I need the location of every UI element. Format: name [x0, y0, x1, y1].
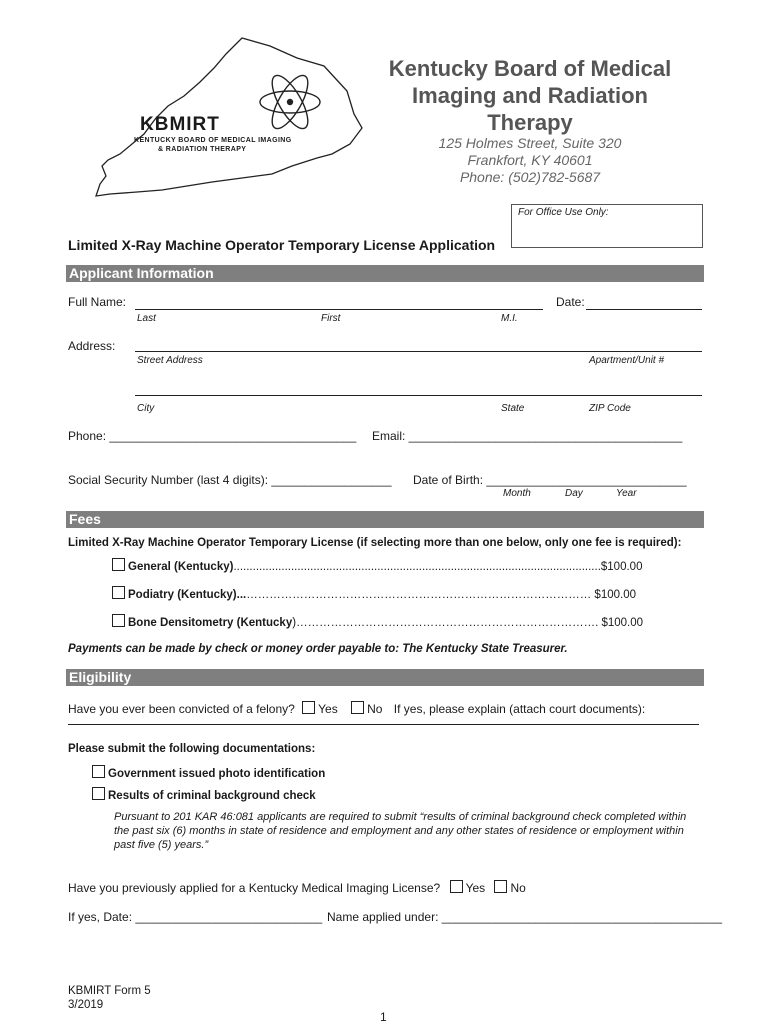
fee-general-dots: ...................................................................................................................: [233, 561, 601, 573]
prior-no-label: No: [510, 881, 526, 895]
felony-explain-label: If yes, please explain (attach court documents):: [393, 702, 646, 716]
fee-general-amount: $100.00: [600, 561, 643, 573]
email-field[interactable]: Email: _________________________________________: [372, 429, 683, 443]
zip-caption: ZIP Code: [589, 403, 631, 414]
city-caption: City: [137, 403, 155, 414]
felony-explain-field[interactable]: [68, 724, 699, 725]
felony-yes-checkbox[interactable]: [302, 701, 315, 714]
fee-bone-densitometry: [112, 614, 643, 629]
full-name-field[interactable]: [135, 309, 543, 310]
footer: [68, 984, 151, 1012]
footer-form-date: 3/2019: [68, 999, 104, 1011]
doc-background-label: Results of criminal background check: [108, 790, 316, 802]
org-phone: Phone: (502)782-5687: [459, 169, 601, 185]
kentucky-map-logo-icon: [92, 36, 364, 198]
middle-initial-caption: M.I.: [501, 313, 518, 324]
apartment-caption: Apartment/Unit #: [589, 355, 665, 366]
background-check-note: Pursuant to 201 KAR 46:081 applicants are required to submit “results of criminal background check completed within the past six (6) months in state of residence and employment and any other states of residence or employment within past five (5) years.”: [114, 811, 687, 851]
dob-field[interactable]: Date of Birth: ______________________________: [413, 473, 687, 487]
office-use-box: [511, 204, 703, 248]
fee-general: [112, 558, 642, 573]
felony-no-label: No: [367, 702, 383, 716]
org-title: [360, 55, 700, 136]
fee-bone-label: Bone Densitometry (Kentucky: [128, 617, 293, 629]
fees-intro: Limited X-Ray Machine Operator Temporary License (if selecting more than one below, only one fee is required):: [68, 537, 682, 549]
form-title: Limited X-Ray Machine Operator Temporary License Application: [68, 237, 496, 253]
felony-no-checkbox[interactable]: [351, 701, 364, 714]
doc-photo-id-checkbox[interactable]: [92, 765, 105, 778]
full-name-label: Full Name:: [68, 295, 127, 309]
kbmirt-logo: [92, 36, 364, 198]
org-street: 125 Holmes Street, Suite 320: [438, 135, 622, 151]
org-title-line3: Therapy: [487, 110, 573, 135]
date-label: Date:: [556, 295, 585, 309]
dob-day-caption: Day: [565, 488, 583, 499]
org-city: Frankfort, KY 40601: [467, 152, 593, 168]
prior-yes-label: Yes: [465, 881, 486, 895]
prior-license-row: [68, 880, 526, 895]
street-address-caption: Street Address: [137, 355, 203, 366]
prior-license-date-field[interactable]: If yes, Date: ____________________________: [68, 910, 323, 924]
dob-year-caption: Year: [616, 488, 637, 499]
fee-general-checkbox[interactable]: [112, 558, 125, 571]
last-name-caption: Last: [137, 313, 156, 324]
street-address-field[interactable]: [135, 351, 702, 352]
section-applicant-info: Applicant Information: [66, 265, 704, 282]
fee-podiatry-label: Podiatry (Kentucky)...: [128, 589, 247, 601]
date-field[interactable]: [586, 309, 702, 310]
address-label: Address:: [68, 339, 116, 353]
logo-line2: & RADIATION THERAPY: [158, 146, 247, 153]
office-use-label: For Office Use Only:: [518, 207, 609, 218]
doc-background-row: [92, 787, 316, 802]
prior-no-checkbox[interactable]: [494, 880, 507, 893]
footer-form-id: KBMIRT Form 5: [68, 985, 151, 997]
prior-yes-checkbox[interactable]: [450, 880, 463, 893]
city-state-zip-field[interactable]: [135, 395, 702, 396]
fee-general-label: General (Kentucky): [128, 561, 234, 573]
first-name-caption: First: [321, 313, 341, 324]
felony-yes-label: Yes: [318, 702, 338, 716]
logo-abbr: KBMIRT: [140, 114, 220, 135]
prior-license-question: Have you previously applied for a Kentucky Medical Imaging License?: [68, 881, 441, 895]
submit-docs-heading: Please submit the following documentations:: [68, 743, 316, 755]
felony-question: Have you ever been convicted of a felony?: [68, 702, 295, 716]
section-eligibility: Eligibility: [66, 669, 704, 686]
fee-podiatry: [112, 586, 636, 601]
fee-podiatry-amount: $100.00: [594, 589, 636, 601]
state-caption: State: [501, 403, 525, 414]
fee-bone-amount: $100.00: [601, 617, 644, 629]
doc-photo-id-label: Government issued photo identification: [108, 768, 326, 780]
doc-background-checkbox[interactable]: [92, 787, 105, 800]
payment-note: Payments can be made by check or money order payable to: The Kentucky State Treasurer.: [68, 643, 568, 655]
section-fees: Fees: [66, 511, 704, 528]
fee-bone-checkbox[interactable]: [112, 614, 125, 627]
phone-field[interactable]: Phone: _____________________________________: [68, 429, 357, 443]
doc-photo-id-row: [92, 765, 325, 780]
org-title-line2: Imaging and Radiation: [412, 83, 648, 108]
fee-podiatry-checkbox[interactable]: [112, 586, 125, 599]
org-title-line1: Kentucky Board of Medical: [388, 56, 672, 81]
dob-month-caption: Month: [503, 488, 531, 499]
org-address: [400, 135, 660, 186]
felony-question-row: [68, 701, 645, 716]
fee-bone-dots: )…………………………………………………………………….: [292, 617, 599, 629]
logo-line1: KENTUCKY BOARD OF MEDICAL IMAGING: [134, 137, 292, 144]
name-applied-under-field[interactable]: Name applied under: __________________________________________: [327, 910, 723, 924]
page-number: 1: [380, 1010, 387, 1024]
ssn-field[interactable]: Social Security Number (last 4 digits): __________________: [68, 473, 392, 487]
fee-podiatry-dots: ………………………………………………………………………………: [246, 589, 592, 601]
